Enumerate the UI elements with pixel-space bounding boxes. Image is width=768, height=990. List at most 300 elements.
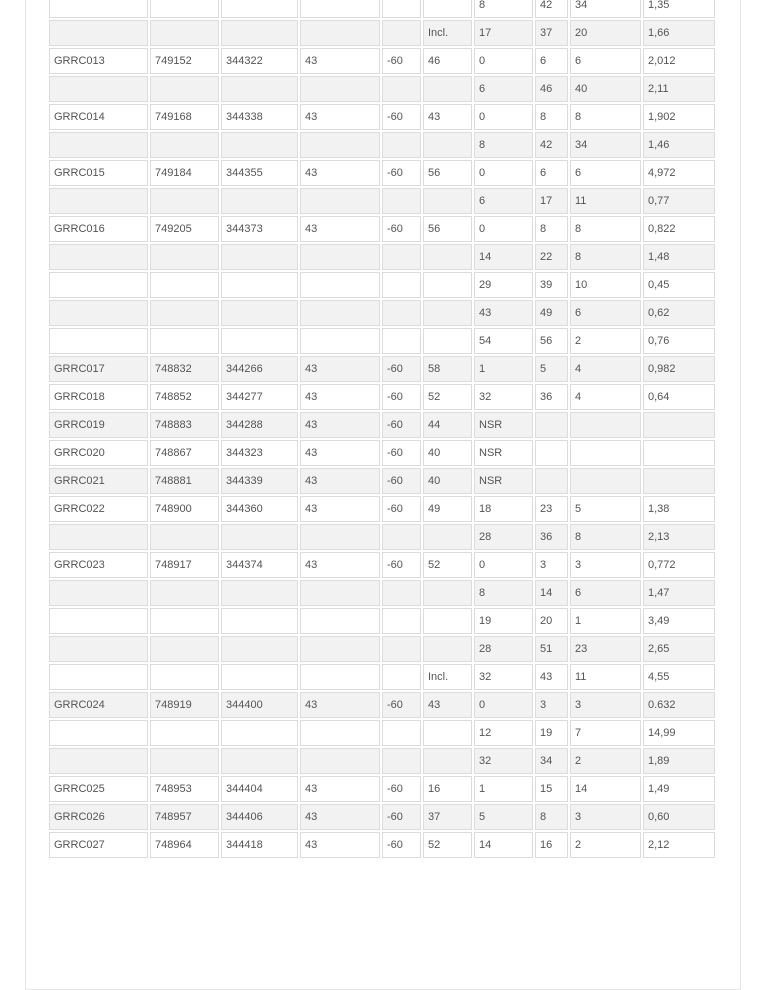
depth-cell: [423, 524, 472, 550]
dip-cell: -60: [382, 356, 421, 382]
grade-cell: 1,48: [643, 244, 715, 270]
to-cell: 14: [535, 580, 568, 606]
grade-cell: 1,902: [643, 104, 715, 130]
from-cell: 14: [474, 832, 533, 858]
table-row: [49, 720, 715, 746]
from-cell: 28: [474, 636, 533, 662]
hole-id-cell: GRRC018: [49, 384, 148, 410]
dip-cell: [382, 300, 421, 326]
interval-cell: 8: [570, 216, 641, 242]
table-row: [49, 20, 715, 46]
grade-cell: 0,62: [643, 300, 715, 326]
dip-cell: -60: [382, 692, 421, 718]
azimuth-cell: 43: [300, 384, 380, 410]
grade-cell: 0.632: [643, 692, 715, 718]
table-row: [49, 48, 715, 74]
grade-cell: 2,012: [643, 48, 715, 74]
easting-cell: [150, 580, 219, 606]
grade-cell: 1,47: [643, 580, 715, 606]
interval-cell: 11: [570, 188, 641, 214]
hole-id-cell: GRRC023: [49, 552, 148, 578]
table-row: [49, 468, 715, 494]
table-row: [49, 300, 715, 326]
interval-cell: 14: [570, 776, 641, 802]
depth-cell: [423, 244, 472, 270]
from-cell: 0: [474, 104, 533, 130]
to-cell: 6: [535, 160, 568, 186]
depth-cell: 56: [423, 160, 472, 186]
to-cell: 42: [535, 132, 568, 158]
to-cell: 36: [535, 384, 568, 410]
hole-id-cell: GRRC024: [49, 692, 148, 718]
easting-cell: [150, 188, 219, 214]
table-row: [49, 104, 715, 130]
table-row: [49, 804, 715, 830]
azimuth-cell: 43: [300, 496, 380, 522]
dip-cell: -60: [382, 216, 421, 242]
to-cell: [535, 412, 568, 438]
azimuth-cell: 43: [300, 160, 380, 186]
hole-id-cell: GRRC026: [49, 804, 148, 830]
to-cell: 51: [535, 636, 568, 662]
interval-cell: 6: [570, 300, 641, 326]
from-cell: 12: [474, 720, 533, 746]
azimuth-cell: [300, 720, 380, 746]
from-cell: 54: [474, 328, 533, 354]
northing-cell: [221, 0, 298, 18]
grade-cell: 0,772: [643, 552, 715, 578]
northing-cell: [221, 748, 298, 774]
table-row: [49, 832, 715, 858]
depth-cell: [423, 720, 472, 746]
easting-cell: 748964: [150, 832, 219, 858]
from-cell: 0: [474, 48, 533, 74]
from-cell: 14: [474, 244, 533, 270]
depth-cell: [423, 132, 472, 158]
easting-cell: 748883: [150, 412, 219, 438]
northing-cell: 344373: [221, 216, 298, 242]
table-row: [49, 244, 715, 270]
northing-cell: [221, 524, 298, 550]
depth-cell: 40: [423, 440, 472, 466]
hole-id-cell: [49, 664, 148, 690]
azimuth-cell: [300, 20, 380, 46]
table-row: [49, 160, 715, 186]
hole-id-cell: GRRC025: [49, 776, 148, 802]
hole-id-cell: GRRC020: [49, 440, 148, 466]
to-cell: [535, 440, 568, 466]
interval-cell: 5: [570, 496, 641, 522]
to-cell: 36: [535, 524, 568, 550]
from-cell: 0: [474, 160, 533, 186]
northing-cell: [221, 328, 298, 354]
dip-cell: [382, 720, 421, 746]
depth-cell: [423, 76, 472, 102]
hole-id-cell: [49, 0, 148, 18]
table-row: [49, 776, 715, 802]
northing-cell: [221, 188, 298, 214]
easting-cell: [150, 328, 219, 354]
drill-results-table: [47, 0, 717, 860]
from-cell: 29: [474, 272, 533, 298]
easting-cell: [150, 244, 219, 270]
hole-id-cell: [49, 524, 148, 550]
grade-cell: 2,65: [643, 636, 715, 662]
depth-cell: [423, 636, 472, 662]
depth-cell: [423, 748, 472, 774]
azimuth-cell: 43: [300, 552, 380, 578]
northing-cell: [221, 580, 298, 606]
from-cell: 32: [474, 748, 533, 774]
northing-cell: [221, 76, 298, 102]
grade-cell: 2,12: [643, 832, 715, 858]
azimuth-cell: [300, 636, 380, 662]
azimuth-cell: 43: [300, 356, 380, 382]
dip-cell: -60: [382, 440, 421, 466]
azimuth-cell: 43: [300, 440, 380, 466]
depth-cell: [423, 0, 472, 18]
depth-cell: 52: [423, 384, 472, 410]
interval-cell: 2: [570, 832, 641, 858]
interval-cell: 6: [570, 160, 641, 186]
table-row: [49, 328, 715, 354]
depth-cell: 49: [423, 496, 472, 522]
from-cell: 43: [474, 300, 533, 326]
interval-cell: 2: [570, 748, 641, 774]
depth-cell: 46: [423, 48, 472, 74]
grade-cell: 4,972: [643, 160, 715, 186]
easting-cell: 749184: [150, 160, 219, 186]
northing-cell: 344338: [221, 104, 298, 130]
depth-cell: [423, 188, 472, 214]
dip-cell: [382, 20, 421, 46]
azimuth-cell: [300, 608, 380, 634]
hole-id-cell: [49, 188, 148, 214]
hole-id-cell: GRRC022: [49, 496, 148, 522]
easting-cell: [150, 76, 219, 102]
azimuth-cell: [300, 188, 380, 214]
northing-cell: 344322: [221, 48, 298, 74]
easting-cell: [150, 20, 219, 46]
from-cell: 18: [474, 496, 533, 522]
from-cell: 1: [474, 356, 533, 382]
hole-id-cell: [49, 244, 148, 270]
table-row: [49, 440, 715, 466]
interval-cell: 10: [570, 272, 641, 298]
from-cell: 6: [474, 188, 533, 214]
table-row: [49, 76, 715, 102]
northing-cell: 344400: [221, 692, 298, 718]
grade-cell: 0,822: [643, 216, 715, 242]
from-cell: NSR: [474, 412, 533, 438]
dip-cell: [382, 524, 421, 550]
interval-cell: 1: [570, 608, 641, 634]
to-cell: 8: [535, 804, 568, 830]
interval-cell: 2: [570, 328, 641, 354]
easting-cell: 748867: [150, 440, 219, 466]
hole-id-cell: GRRC013: [49, 48, 148, 74]
to-cell: 39: [535, 272, 568, 298]
grade-cell: 0,60: [643, 804, 715, 830]
depth-cell: Incl.: [423, 20, 472, 46]
table-row: [49, 664, 715, 690]
hole-id-cell: [49, 20, 148, 46]
table-row: [49, 216, 715, 242]
grade-cell: 2,11: [643, 76, 715, 102]
dip-cell: [382, 748, 421, 774]
azimuth-cell: 43: [300, 776, 380, 802]
hole-id-cell: GRRC015: [49, 160, 148, 186]
interval-cell: 3: [570, 804, 641, 830]
northing-cell: 344404: [221, 776, 298, 802]
azimuth-cell: 43: [300, 412, 380, 438]
interval-cell: 8: [570, 104, 641, 130]
grade-cell: 1,38: [643, 496, 715, 522]
easting-cell: [150, 132, 219, 158]
table-row: [49, 188, 715, 214]
depth-cell: 43: [423, 104, 472, 130]
from-cell: 19: [474, 608, 533, 634]
from-cell: NSR: [474, 440, 533, 466]
from-cell: 32: [474, 384, 533, 410]
depth-cell: [423, 272, 472, 298]
grade-cell: 0,45: [643, 272, 715, 298]
dip-cell: [382, 76, 421, 102]
from-cell: 8: [474, 0, 533, 18]
interval-cell: [570, 468, 641, 494]
azimuth-cell: [300, 300, 380, 326]
dip-cell: -60: [382, 104, 421, 130]
azimuth-cell: 43: [300, 468, 380, 494]
easting-cell: 748953: [150, 776, 219, 802]
azimuth-cell: [300, 272, 380, 298]
interval-cell: 20: [570, 20, 641, 46]
to-cell: 34: [535, 748, 568, 774]
to-cell: 19: [535, 720, 568, 746]
interval-cell: 8: [570, 524, 641, 550]
hole-id-cell: [49, 748, 148, 774]
depth-cell: 43: [423, 692, 472, 718]
easting-cell: 748852: [150, 384, 219, 410]
to-cell: 17: [535, 188, 568, 214]
from-cell: 0: [474, 692, 533, 718]
hole-id-cell: GRRC021: [49, 468, 148, 494]
grade-cell: 3,49: [643, 608, 715, 634]
azimuth-cell: [300, 132, 380, 158]
dip-cell: -60: [382, 496, 421, 522]
northing-cell: [221, 132, 298, 158]
dip-cell: [382, 636, 421, 662]
easting-cell: [150, 524, 219, 550]
dip-cell: -60: [382, 552, 421, 578]
table-body: [49, 0, 715, 858]
grade-cell: 0,77: [643, 188, 715, 214]
depth-cell: 52: [423, 552, 472, 578]
easting-cell: 748917: [150, 552, 219, 578]
northing-cell: [221, 300, 298, 326]
grade-cell: 0,64: [643, 384, 715, 410]
to-cell: 8: [535, 104, 568, 130]
table-row: [49, 636, 715, 662]
table-row: [49, 524, 715, 550]
grade-cell: [643, 468, 715, 494]
depth-cell: [423, 580, 472, 606]
interval-cell: 23: [570, 636, 641, 662]
interval-cell: 40: [570, 76, 641, 102]
table-row: [49, 552, 715, 578]
azimuth-cell: [300, 328, 380, 354]
azimuth-cell: [300, 244, 380, 270]
grade-cell: [643, 440, 715, 466]
grade-cell: 0,76: [643, 328, 715, 354]
table-row: [49, 412, 715, 438]
from-cell: 5: [474, 804, 533, 830]
to-cell: 15: [535, 776, 568, 802]
to-cell: 49: [535, 300, 568, 326]
hole-id-cell: GRRC017: [49, 356, 148, 382]
depth-cell: [423, 328, 472, 354]
depth-cell: 16: [423, 776, 472, 802]
to-cell: 37: [535, 20, 568, 46]
northing-cell: [221, 664, 298, 690]
easting-cell: 748900: [150, 496, 219, 522]
hole-id-cell: [49, 76, 148, 102]
northing-cell: [221, 244, 298, 270]
depth-cell: [423, 608, 472, 634]
dip-cell: [382, 608, 421, 634]
northing-cell: 344355: [221, 160, 298, 186]
depth-cell: Incl.: [423, 664, 472, 690]
interval-cell: [570, 412, 641, 438]
table-row: [49, 384, 715, 410]
northing-cell: 344360: [221, 496, 298, 522]
table-row: [49, 748, 715, 774]
hole-id-cell: GRRC027: [49, 832, 148, 858]
dip-cell: -60: [382, 468, 421, 494]
azimuth-cell: [300, 664, 380, 690]
interval-cell: 4: [570, 384, 641, 410]
table-row: [49, 496, 715, 522]
table-container: [47, 0, 717, 860]
azimuth-cell: [300, 76, 380, 102]
northing-cell: 344406: [221, 804, 298, 830]
depth-cell: 40: [423, 468, 472, 494]
to-cell: 56: [535, 328, 568, 354]
table-row: [49, 580, 715, 606]
to-cell: 8: [535, 216, 568, 242]
azimuth-cell: 43: [300, 104, 380, 130]
dip-cell: [382, 244, 421, 270]
northing-cell: [221, 720, 298, 746]
to-cell: 3: [535, 552, 568, 578]
hole-id-cell: GRRC014: [49, 104, 148, 130]
from-cell: 1: [474, 776, 533, 802]
to-cell: 5: [535, 356, 568, 382]
interval-cell: 11: [570, 664, 641, 690]
interval-cell: 34: [570, 132, 641, 158]
interval-cell: 6: [570, 580, 641, 606]
grade-cell: 1,66: [643, 20, 715, 46]
dip-cell: [382, 580, 421, 606]
table-row: [49, 608, 715, 634]
azimuth-cell: 43: [300, 216, 380, 242]
azimuth-cell: 43: [300, 48, 380, 74]
interval-cell: 7: [570, 720, 641, 746]
to-cell: 42: [535, 0, 568, 18]
grade-cell: 0,982: [643, 356, 715, 382]
easting-cell: 749168: [150, 104, 219, 130]
to-cell: 16: [535, 832, 568, 858]
northing-cell: 344277: [221, 384, 298, 410]
table-row: [49, 356, 715, 382]
table-row: [49, 272, 715, 298]
dip-cell: [382, 0, 421, 18]
northing-cell: 344339: [221, 468, 298, 494]
azimuth-cell: [300, 524, 380, 550]
grade-cell: 4,55: [643, 664, 715, 690]
easting-cell: 748832: [150, 356, 219, 382]
grade-cell: 14,99: [643, 720, 715, 746]
hole-id-cell: [49, 636, 148, 662]
northing-cell: 344288: [221, 412, 298, 438]
to-cell: 3: [535, 692, 568, 718]
easting-cell: 749205: [150, 216, 219, 242]
from-cell: 8: [474, 132, 533, 158]
depth-cell: 37: [423, 804, 472, 830]
easting-cell: 748919: [150, 692, 219, 718]
easting-cell: 749152: [150, 48, 219, 74]
dip-cell: [382, 272, 421, 298]
to-cell: 43: [535, 664, 568, 690]
azimuth-cell: 43: [300, 692, 380, 718]
northing-cell: [221, 272, 298, 298]
northing-cell: 344266: [221, 356, 298, 382]
dip-cell: -60: [382, 48, 421, 74]
northing-cell: 344323: [221, 440, 298, 466]
dip-cell: -60: [382, 160, 421, 186]
interval-cell: 3: [570, 692, 641, 718]
grade-cell: [643, 412, 715, 438]
from-cell: 17: [474, 20, 533, 46]
interval-cell: 4: [570, 356, 641, 382]
dip-cell: -60: [382, 804, 421, 830]
hole-id-cell: [49, 608, 148, 634]
dip-cell: -60: [382, 384, 421, 410]
from-cell: 0: [474, 552, 533, 578]
from-cell: NSR: [474, 468, 533, 494]
to-cell: 46: [535, 76, 568, 102]
dip-cell: [382, 132, 421, 158]
table-row: [49, 0, 715, 18]
interval-cell: 34: [570, 0, 641, 18]
azimuth-cell: [300, 580, 380, 606]
easting-cell: [150, 636, 219, 662]
northing-cell: [221, 608, 298, 634]
easting-cell: [150, 748, 219, 774]
easting-cell: 748957: [150, 804, 219, 830]
grade-cell: 2,13: [643, 524, 715, 550]
interval-cell: 3: [570, 552, 641, 578]
from-cell: 0: [474, 216, 533, 242]
easting-cell: [150, 272, 219, 298]
to-cell: 20: [535, 608, 568, 634]
to-cell: [535, 468, 568, 494]
azimuth-cell: [300, 0, 380, 18]
hole-id-cell: GRRC019: [49, 412, 148, 438]
interval-cell: 6: [570, 48, 641, 74]
northing-cell: 344374: [221, 552, 298, 578]
easting-cell: [150, 720, 219, 746]
